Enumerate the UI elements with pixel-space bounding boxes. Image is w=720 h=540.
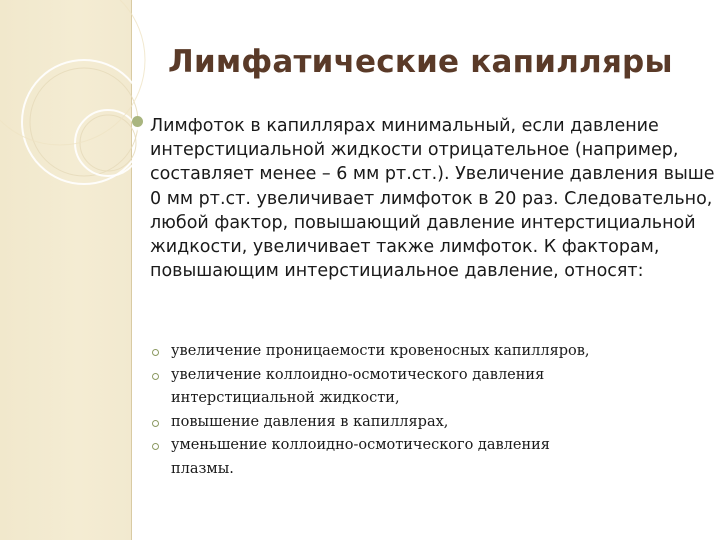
list-item: [150, 364, 710, 411]
list-item-line: повышение давления в капиллярах,: [171, 413, 449, 430]
list-item-line: увеличение коллоидно-осмотического давления: [171, 366, 545, 383]
main-paragraph: Лимфоток в капиллярах минимальный, если давление интерстициальной жидкости отрицательное (например, составляет менее – 6 мм рт.ст.). Увеличение давления выше 0 мм рт.ст. увеличивает лимфоток в 20 раз. Следовательно, любой фактор, повышающий давление интерстициальной жидкости, увеличивает также лимфоток. К факторам, повышающим интерстициальное давление, относят:: [150, 116, 715, 282]
main-bullet-icon: [132, 116, 143, 127]
ring-bullet-icon: [152, 349, 159, 356]
list-item: [150, 340, 710, 364]
list-item-line: уменьшение коллоидно-осмотического давления: [171, 437, 550, 453]
list-item-line: интерстициальной жидкости,: [171, 390, 400, 406]
ring-bullet-icon: [152, 373, 159, 380]
ring-bullet-icon: [152, 420, 159, 427]
ring-bullet-icon: [152, 443, 159, 450]
list-item: [150, 411, 710, 435]
list-item-line: плазмы.: [171, 460, 234, 477]
list-item: [150, 434, 710, 481]
slide-title: Лимфатические капилляры: [168, 44, 673, 80]
sub-bullet-list: [150, 340, 710, 481]
list-item-line: увеличение проницаемости кровеносных капилляров,: [171, 343, 590, 359]
